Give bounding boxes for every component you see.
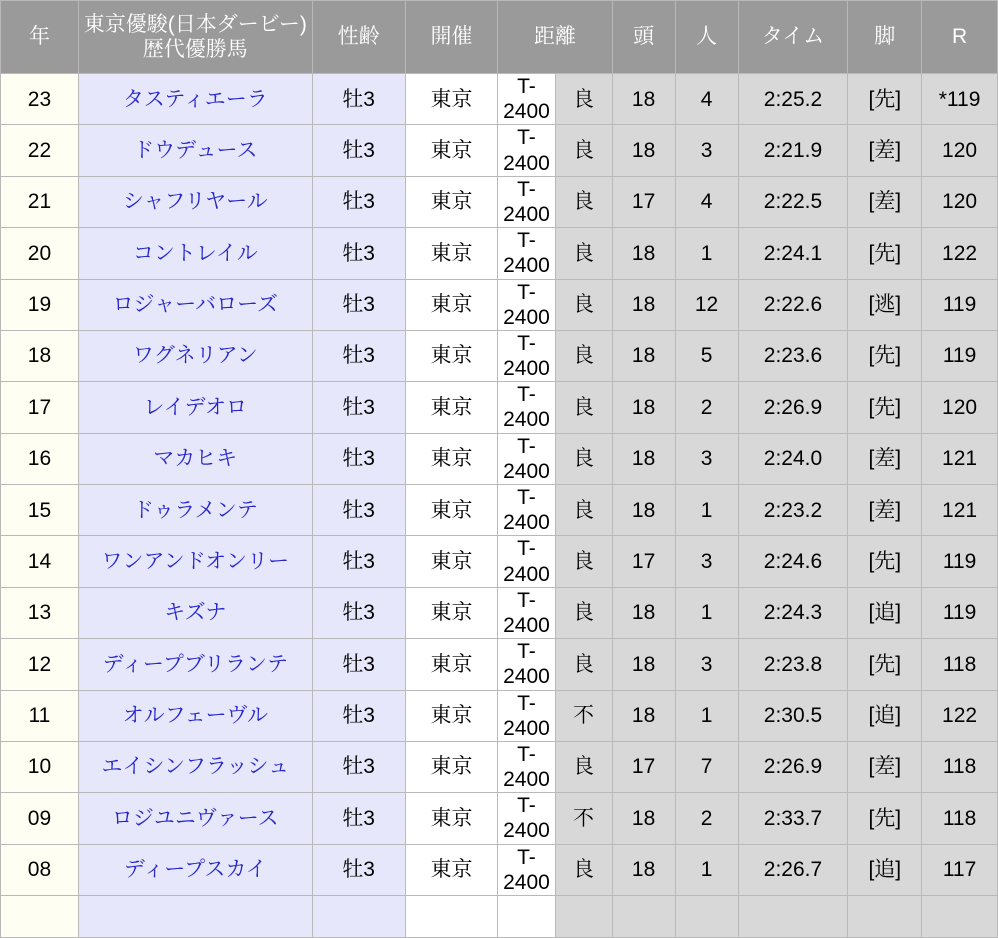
- cell-horse-link[interactable]: タスティエーラ: [78, 74, 312, 125]
- cell-horse-link[interactable]: ディープスカイ: [78, 844, 312, 895]
- cell-popularity: 2: [675, 793, 738, 844]
- header-sex-age: 性齢: [312, 1, 405, 74]
- cell-head-count: 18: [612, 587, 675, 638]
- cell-place: 東京: [405, 74, 498, 125]
- cell-popularity: 5: [675, 330, 738, 381]
- cell-head-count: 18: [612, 125, 675, 176]
- cell-place: 東京: [405, 639, 498, 690]
- cell-rating: 120: [922, 125, 998, 176]
- cell-rating: 118: [922, 741, 998, 792]
- cell-rating: 118: [922, 639, 998, 690]
- cell-partial: [312, 896, 405, 938]
- cell-head-count: 18: [612, 330, 675, 381]
- cell-time: 2:23.8: [738, 639, 848, 690]
- cell-leg-type: [先]: [848, 74, 922, 125]
- table-row: [1, 176, 998, 227]
- cell-year: 17: [1, 382, 79, 433]
- header-row: [1, 1, 998, 74]
- cell-popularity: 1: [675, 587, 738, 638]
- cell-sex-age: 牡3: [312, 176, 405, 227]
- table-row: [1, 485, 998, 536]
- cell-rating: *119: [922, 74, 998, 125]
- cell-year: 15: [1, 485, 79, 536]
- cell-popularity: 1: [675, 844, 738, 895]
- cell-sex-age: 牡3: [312, 587, 405, 638]
- cell-partial: [612, 896, 675, 938]
- table-row: [1, 844, 998, 895]
- cell-place: 東京: [405, 176, 498, 227]
- cell-place: 東京: [405, 125, 498, 176]
- cell-sex-age: 牡3: [312, 433, 405, 484]
- table-row: [1, 639, 998, 690]
- table-row: [1, 125, 998, 176]
- table-row: [1, 587, 998, 638]
- cell-year: 08: [1, 844, 79, 895]
- cell-time: 2:26.9: [738, 382, 848, 433]
- cell-horse-link[interactable]: ワンアンドオンリー: [78, 536, 312, 587]
- cell-partial: [1, 896, 79, 938]
- cell-time: 2:33.7: [738, 793, 848, 844]
- cell-partial: [498, 896, 555, 938]
- cell-popularity: 3: [675, 536, 738, 587]
- cell-head-count: 18: [612, 485, 675, 536]
- header-popularity: 人: [675, 1, 738, 74]
- cell-year: 19: [1, 279, 79, 330]
- header-place: 開催: [405, 1, 498, 74]
- cell-horse-link[interactable]: エイシンフラッシュ: [78, 741, 312, 792]
- cell-leg-type: [差]: [848, 741, 922, 792]
- cell-leg-type: [逃]: [848, 279, 922, 330]
- cell-popularity: 1: [675, 690, 738, 741]
- cell-year: 21: [1, 176, 79, 227]
- table-row: [1, 690, 998, 741]
- cell-time: 2:25.2: [738, 74, 848, 125]
- cell-popularity: 2: [675, 382, 738, 433]
- cell-time: 2:26.7: [738, 844, 848, 895]
- cell-horse-link[interactable]: レイデオロ: [78, 382, 312, 433]
- cell-leg-type: [追]: [848, 690, 922, 741]
- cell-year: 23: [1, 74, 79, 125]
- cell-sex-age: 牡3: [312, 844, 405, 895]
- table-row: [1, 536, 998, 587]
- cell-distance: T-2400: [498, 433, 555, 484]
- cell-time: 2:23.6: [738, 330, 848, 381]
- table-row-partial: [1, 896, 998, 938]
- cell-partial: [922, 896, 998, 938]
- cell-partial: [848, 896, 922, 938]
- cell-condition: 良: [555, 741, 612, 792]
- cell-sex-age: 牡3: [312, 536, 405, 587]
- cell-rating: 120: [922, 176, 998, 227]
- cell-distance: T-2400: [498, 125, 555, 176]
- cell-distance: T-2400: [498, 279, 555, 330]
- cell-sex-age: 牡3: [312, 228, 405, 279]
- cell-year: 22: [1, 125, 79, 176]
- cell-condition: 不: [555, 793, 612, 844]
- cell-distance: T-2400: [498, 485, 555, 536]
- cell-condition: 良: [555, 536, 612, 587]
- cell-distance: T-2400: [498, 844, 555, 895]
- cell-year: 18: [1, 330, 79, 381]
- header-horse-line2: 歴代優勝馬: [142, 38, 248, 61]
- cell-distance: T-2400: [498, 176, 555, 227]
- cell-sex-age: 牡3: [312, 485, 405, 536]
- cell-leg-type: [差]: [848, 125, 922, 176]
- cell-year: 09: [1, 793, 79, 844]
- cell-leg-type: [先]: [848, 228, 922, 279]
- cell-rating: 122: [922, 228, 998, 279]
- cell-partial: [555, 896, 612, 938]
- cell-condition: 良: [555, 485, 612, 536]
- cell-popularity: 3: [675, 433, 738, 484]
- cell-head-count: 17: [612, 741, 675, 792]
- cell-condition: 良: [555, 279, 612, 330]
- cell-time: 2:26.9: [738, 741, 848, 792]
- cell-head-count: 18: [612, 228, 675, 279]
- cell-year: 13: [1, 587, 79, 638]
- cell-place: 東京: [405, 690, 498, 741]
- cell-time: 2:24.1: [738, 228, 848, 279]
- cell-leg-type: [先]: [848, 536, 922, 587]
- cell-leg-type: [追]: [848, 844, 922, 895]
- cell-distance: T-2400: [498, 228, 555, 279]
- cell-place: 東京: [405, 330, 498, 381]
- table-body: [1, 74, 998, 938]
- cell-place: 東京: [405, 485, 498, 536]
- cell-year: 10: [1, 741, 79, 792]
- cell-rating: 120: [922, 382, 998, 433]
- cell-distance: T-2400: [498, 741, 555, 792]
- cell-leg-type: [差]: [848, 433, 922, 484]
- table-row: [1, 228, 998, 279]
- cell-distance: T-2400: [498, 690, 555, 741]
- cell-place: 東京: [405, 587, 498, 638]
- cell-leg-type: [先]: [848, 330, 922, 381]
- table-header: [1, 1, 998, 74]
- cell-popularity: 4: [675, 176, 738, 227]
- table-row: [1, 382, 998, 433]
- cell-head-count: 18: [612, 639, 675, 690]
- cell-head-count: 18: [612, 74, 675, 125]
- cell-leg-type: [先]: [848, 382, 922, 433]
- cell-year: 11: [1, 690, 79, 741]
- cell-distance: T-2400: [498, 639, 555, 690]
- cell-rating: 122: [922, 690, 998, 741]
- cell-sex-age: 牡3: [312, 330, 405, 381]
- cell-popularity: 7: [675, 741, 738, 792]
- header-year: 年: [1, 1, 79, 74]
- cell-condition: 良: [555, 125, 612, 176]
- cell-condition: 不: [555, 690, 612, 741]
- cell-distance: T-2400: [498, 587, 555, 638]
- cell-place: 東京: [405, 433, 498, 484]
- cell-time: 2:22.6: [738, 279, 848, 330]
- cell-time: 2:24.6: [738, 536, 848, 587]
- cell-popularity: 12: [675, 279, 738, 330]
- cell-head-count: 18: [612, 844, 675, 895]
- table-row: [1, 793, 998, 844]
- cell-head-count: 18: [612, 690, 675, 741]
- cell-condition: 良: [555, 382, 612, 433]
- cell-distance: T-2400: [498, 536, 555, 587]
- cell-place: 東京: [405, 793, 498, 844]
- cell-distance: T-2400: [498, 330, 555, 381]
- cell-horse-link[interactable]: マカヒキ: [78, 433, 312, 484]
- cell-head-count: 18: [612, 279, 675, 330]
- cell-popularity: 1: [675, 485, 738, 536]
- cell-popularity: 3: [675, 639, 738, 690]
- cell-popularity: 4: [675, 74, 738, 125]
- cell-distance: T-2400: [498, 74, 555, 125]
- cell-horse-link[interactable]: オルフェーヴル: [78, 690, 312, 741]
- cell-sex-age: 牡3: [312, 125, 405, 176]
- header-horse: [78, 1, 312, 74]
- cell-horse-link[interactable]: キズナ: [78, 587, 312, 638]
- header-distance: 距離: [498, 1, 612, 74]
- cell-head-count: 18: [612, 793, 675, 844]
- cell-condition: 良: [555, 74, 612, 125]
- header-rating: R: [922, 1, 998, 74]
- cell-year: 12: [1, 639, 79, 690]
- cell-rating: 119: [922, 536, 998, 587]
- cell-time: 2:24.0: [738, 433, 848, 484]
- cell-place: 東京: [405, 536, 498, 587]
- cell-leg-type: [差]: [848, 176, 922, 227]
- cell-condition: 良: [555, 176, 612, 227]
- cell-rating: 117: [922, 844, 998, 895]
- header-time: タイム: [738, 1, 848, 74]
- cell-time: 2:24.3: [738, 587, 848, 638]
- cell-horse-link[interactable]: シャフリヤール: [78, 176, 312, 227]
- cell-rating: 118: [922, 793, 998, 844]
- cell-partial: [78, 896, 312, 938]
- cell-condition: 良: [555, 433, 612, 484]
- cell-time: 2:21.9: [738, 125, 848, 176]
- cell-sex-age: 牡3: [312, 741, 405, 792]
- cell-horse-link[interactable]: ドゥラメンテ: [78, 485, 312, 536]
- cell-condition: 良: [555, 330, 612, 381]
- header-head-count: 頭: [612, 1, 675, 74]
- cell-distance: T-2400: [498, 382, 555, 433]
- cell-horse-link[interactable]: ディープブリランテ: [78, 639, 312, 690]
- cell-horse-link[interactable]: ドウデュース: [78, 125, 312, 176]
- cell-place: 東京: [405, 741, 498, 792]
- cell-partial: [405, 896, 498, 938]
- cell-leg-type: [差]: [848, 485, 922, 536]
- table-row: [1, 741, 998, 792]
- cell-condition: 良: [555, 228, 612, 279]
- cell-leg-type: [追]: [848, 587, 922, 638]
- cell-place: 東京: [405, 382, 498, 433]
- table-row: [1, 74, 998, 125]
- table-row: [1, 330, 998, 381]
- cell-condition: 良: [555, 587, 612, 638]
- cell-leg-type: [先]: [848, 639, 922, 690]
- cell-sex-age: 牡3: [312, 279, 405, 330]
- cell-rating: 121: [922, 433, 998, 484]
- header-leg-type: 脚: [848, 1, 922, 74]
- cell-place: 東京: [405, 279, 498, 330]
- cell-head-count: 18: [612, 433, 675, 484]
- cell-horse-link[interactable]: コントレイル: [78, 228, 312, 279]
- cell-distance: T-2400: [498, 793, 555, 844]
- cell-horse-link[interactable]: ワグネリアン: [78, 330, 312, 381]
- header-horse-line1: 東京優駿(日本ダービー): [83, 12, 307, 36]
- cell-head-count: 17: [612, 176, 675, 227]
- cell-rating: 121: [922, 485, 998, 536]
- cell-sex-age: 牡3: [312, 793, 405, 844]
- cell-place: 東京: [405, 844, 498, 895]
- cell-time: 2:22.5: [738, 176, 848, 227]
- cell-head-count: 18: [612, 382, 675, 433]
- table-row: [1, 433, 998, 484]
- cell-condition: 良: [555, 639, 612, 690]
- cell-year: 14: [1, 536, 79, 587]
- cell-popularity: 1: [675, 228, 738, 279]
- cell-sex-age: 牡3: [312, 382, 405, 433]
- cell-time: 2:23.2: [738, 485, 848, 536]
- cell-condition: 良: [555, 844, 612, 895]
- cell-rating: 119: [922, 330, 998, 381]
- cell-rating: 119: [922, 587, 998, 638]
- cell-head-count: 17: [612, 536, 675, 587]
- cell-sex-age: 牡3: [312, 690, 405, 741]
- cell-partial: [738, 896, 848, 938]
- cell-sex-age: 牡3: [312, 74, 405, 125]
- cell-year: 20: [1, 228, 79, 279]
- cell-horse-link[interactable]: ロジユニヴァース: [78, 793, 312, 844]
- cell-sex-age: 牡3: [312, 639, 405, 690]
- cell-rating: 119: [922, 279, 998, 330]
- cell-leg-type: [先]: [848, 793, 922, 844]
- cell-year: 16: [1, 433, 79, 484]
- table-row: [1, 279, 998, 330]
- cell-partial: [675, 896, 738, 938]
- cell-place: 東京: [405, 228, 498, 279]
- cell-time: 2:30.5: [738, 690, 848, 741]
- cell-popularity: 3: [675, 125, 738, 176]
- cell-horse-link[interactable]: ロジャーバローズ: [78, 279, 312, 330]
